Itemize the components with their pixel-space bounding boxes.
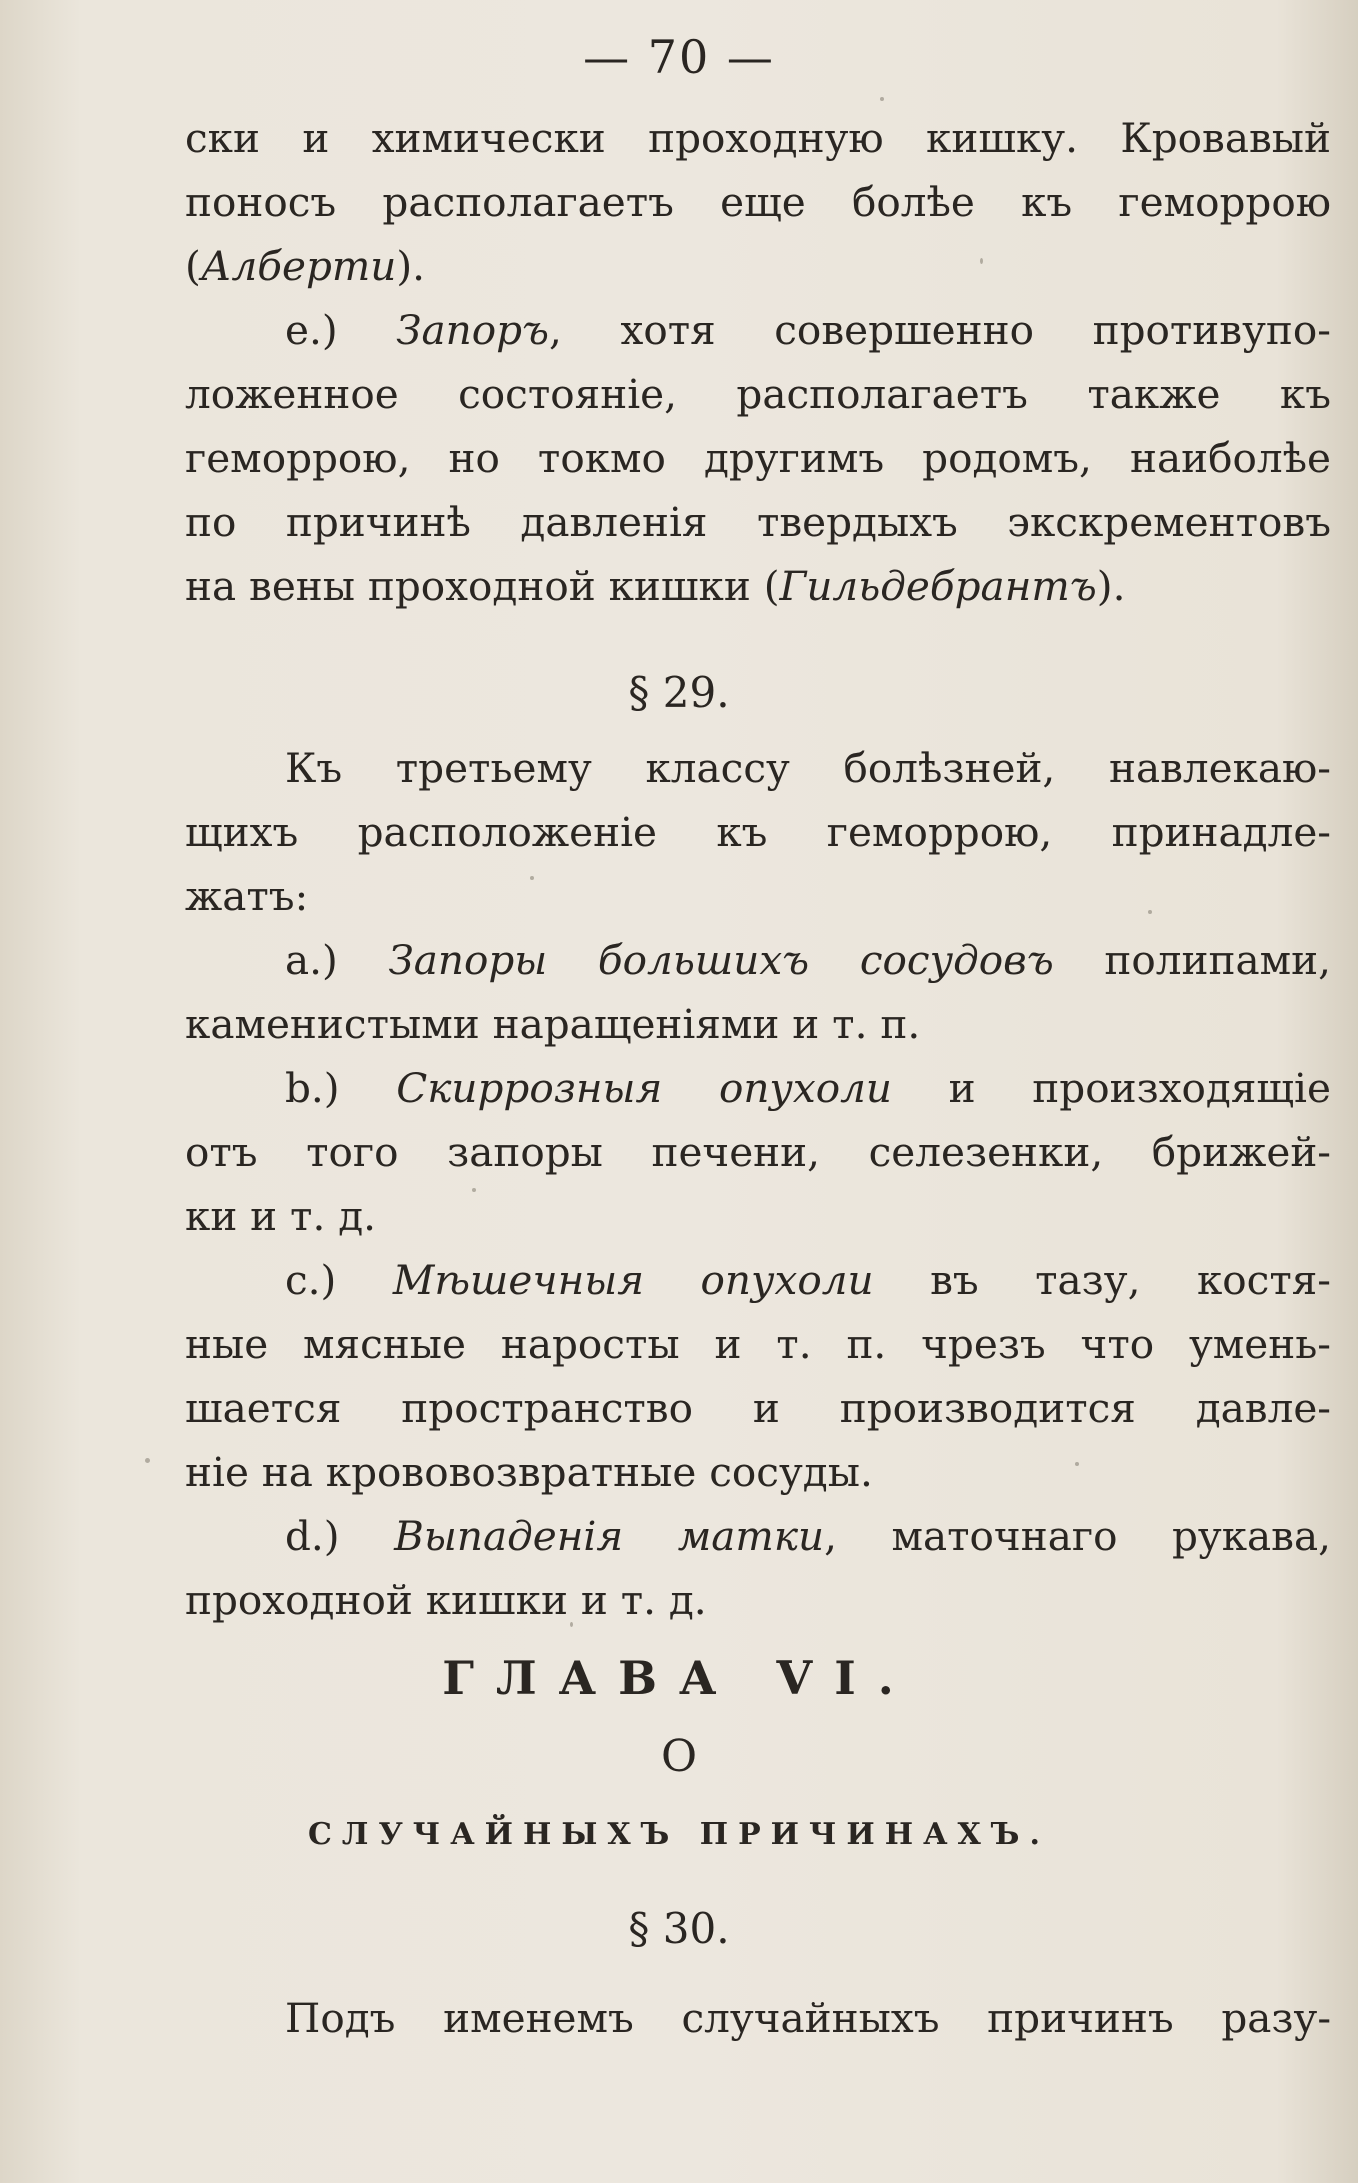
- subtitle-heading: [0, 1817, 1358, 1852]
- text-run: геморрою, но токмо другимъ родомъ, наиболѣе: [185, 434, 1331, 482]
- text-line: [285, 1512, 1331, 1560]
- text-run: ).: [396, 242, 426, 290]
- text-run: d.): [285, 1512, 395, 1560]
- text-run: въ тазу, костя-: [873, 1256, 1331, 1304]
- text-run: , маточнаго рукава,: [824, 1512, 1331, 1560]
- text-line: [285, 306, 1331, 354]
- text-run: ГЛАВА VI.: [442, 1651, 916, 1705]
- text-line: [185, 1448, 1331, 1496]
- italic-text: Мѣшечныя опухоли: [392, 1256, 874, 1304]
- text-run: ніе на крововозвратные сосуды.: [185, 1448, 873, 1496]
- paper-speck: [472, 1188, 476, 1192]
- text-run: О: [660, 1731, 698, 1782]
- italic-text: Запоръ: [396, 306, 550, 354]
- paper-speck: [1148, 910, 1152, 914]
- paper-speck: [530, 876, 534, 880]
- text-run: каменистыми наращеніями и т. п.: [185, 1000, 921, 1048]
- section-heading: [0, 668, 1358, 717]
- text-line: [185, 1128, 1331, 1176]
- text-run: по причинѣ давленія твердыхъ экскрементовъ: [185, 498, 1331, 546]
- italic-text: Запоры большихъ сосудовъ: [388, 936, 1054, 984]
- o-word-heading: [0, 1731, 1358, 1782]
- text-run: ки и т. д.: [185, 1192, 377, 1240]
- text-line: [185, 562, 1331, 610]
- paper-speck: [1075, 1462, 1079, 1466]
- text-line: [185, 178, 1331, 226]
- text-run: СЛУЧАЙНЫХЪ ПРИЧИНАХЪ.: [308, 1817, 1050, 1852]
- text-run: c.): [285, 1256, 393, 1304]
- text-run: щихъ расположеніе къ геморрою, принадле-: [185, 808, 1331, 856]
- text-run: ложенное состояніе, располагаетъ также къ: [185, 370, 1331, 418]
- text-line: [185, 242, 1331, 290]
- text-run: , хотя совершенно противупо-: [549, 306, 1331, 354]
- text-line: [185, 1000, 1331, 1048]
- text-run: жатъ:: [185, 872, 309, 920]
- text-line: [185, 370, 1331, 418]
- text-run: проходной кишки и т. д.: [185, 1576, 707, 1624]
- paper-speck: [880, 97, 884, 101]
- text-run: (: [185, 242, 201, 290]
- section-heading: [0, 1904, 1358, 1953]
- text-line: [285, 1064, 1331, 1112]
- text-run: полипами,: [1053, 936, 1331, 984]
- text-line: [185, 1384, 1331, 1432]
- text-run: § 30.: [628, 1904, 730, 1953]
- chapter-heading: [0, 1651, 1358, 1705]
- text-line: [185, 872, 1331, 920]
- text-run: b.): [285, 1064, 397, 1112]
- page-number: — 70 —: [583, 30, 775, 84]
- text-run: и произходящіе: [892, 1064, 1331, 1112]
- text-line: [185, 114, 1331, 162]
- text-run: ски и химически проходную кишку. Кровавый: [185, 114, 1331, 162]
- text-line: [185, 1576, 1331, 1624]
- italic-text: Алберти: [200, 242, 397, 290]
- paper-speck: [145, 1458, 150, 1463]
- text-line: [185, 434, 1331, 482]
- text-run: поносъ располагаетъ еще болѣе къ геморрою: [185, 178, 1331, 226]
- italic-text: Скиррозныя опухоли: [396, 1064, 893, 1112]
- text-run: Подъ именемъ случайныхъ причинъ разу-: [285, 1994, 1331, 2042]
- text-run: на вены проходной кишки (: [185, 562, 780, 610]
- paper-speck: [980, 258, 983, 264]
- text-run: e.): [285, 306, 397, 354]
- text-run: § 29.: [628, 668, 730, 717]
- text-line: [285, 1994, 1331, 2042]
- text-line: [285, 936, 1331, 984]
- text-line: [285, 744, 1331, 792]
- text-run: ).: [1096, 562, 1126, 610]
- text-line: [185, 808, 1331, 856]
- text-line: [185, 1320, 1331, 1368]
- text-line: [285, 1256, 1331, 1304]
- text-run: ные мясные наросты и т. п. чрезъ что умень-: [185, 1320, 1331, 1368]
- text-run: a.): [285, 936, 389, 984]
- italic-text: Гильдебрантъ: [779, 562, 1097, 610]
- text-run: отъ того запоры печени, селезенки, брижей-: [185, 1128, 1331, 1176]
- paper-speck: [570, 1622, 573, 1627]
- text-line: [185, 1192, 1331, 1240]
- text-run: Къ третьему классу болѣзней, навлекаю-: [285, 744, 1331, 792]
- text-line: [185, 498, 1331, 546]
- text-run: шается пространство и производится давле-: [185, 1384, 1331, 1432]
- italic-text: Выпаденія матки: [394, 1512, 825, 1560]
